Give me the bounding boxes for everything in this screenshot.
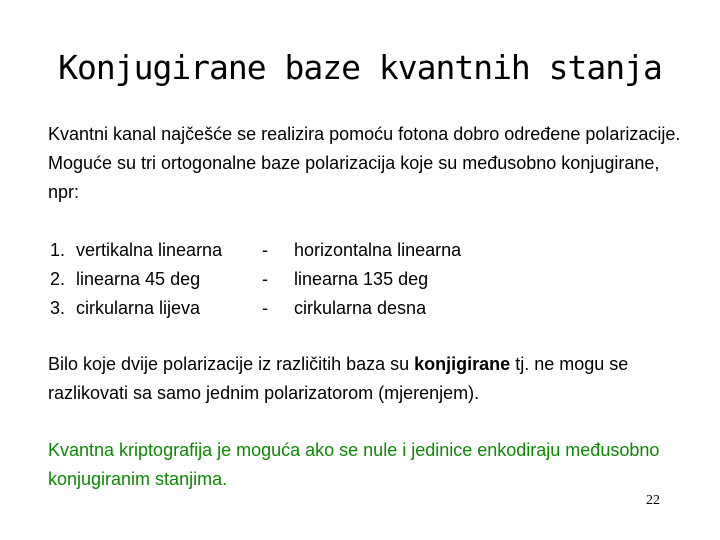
conjugate-paragraph [48, 350, 688, 408]
conjugate-text-end: tj. ne mogu se razlikovati sa samo jednim polarizatorom (mjerenjem). [48, 354, 629, 403]
conjugate-text-start: Bilo koje dvije polarizacije iz različitih baza su [48, 354, 415, 374]
bases-list [48, 236, 688, 323]
cryptography-note: Kvantna kriptografija je moguća ako se nule i jedinice enkodiraju međusobno konjugiranim stanjima. [48, 440, 660, 489]
dash-separator: - [262, 298, 268, 318]
base-left: vertikalna linearna [76, 240, 223, 260]
base-right: linearna 135 deg [294, 269, 429, 289]
list-item [48, 236, 688, 265]
intro-paragraph: Kvantni kanal najčešće se realizira pomoću fotona dobro određene polarizacije. Moguće su tri ortogonalne baze polarizacija koje su međusobno konjugirane, npr: [48, 124, 681, 202]
list-item [48, 294, 688, 323]
conjugate-bold-term: konjigirane [414, 354, 511, 374]
item-number: 1. [50, 240, 66, 260]
page-number: 22 [646, 493, 660, 508]
item-number: 3. [50, 298, 66, 318]
base-left: linearna 45 deg [76, 269, 201, 289]
item-number: 2. [50, 269, 66, 289]
base-left: cirkularna lijeva [76, 298, 201, 318]
dash-separator: - [262, 269, 268, 289]
dash-separator: - [262, 240, 268, 260]
base-right: cirkularna desna [294, 298, 427, 318]
base-right: horizontalna linearna [294, 240, 462, 260]
list-item [48, 265, 688, 294]
slide-title: Konjugirane baze kvantnih stanja [58, 48, 662, 87]
